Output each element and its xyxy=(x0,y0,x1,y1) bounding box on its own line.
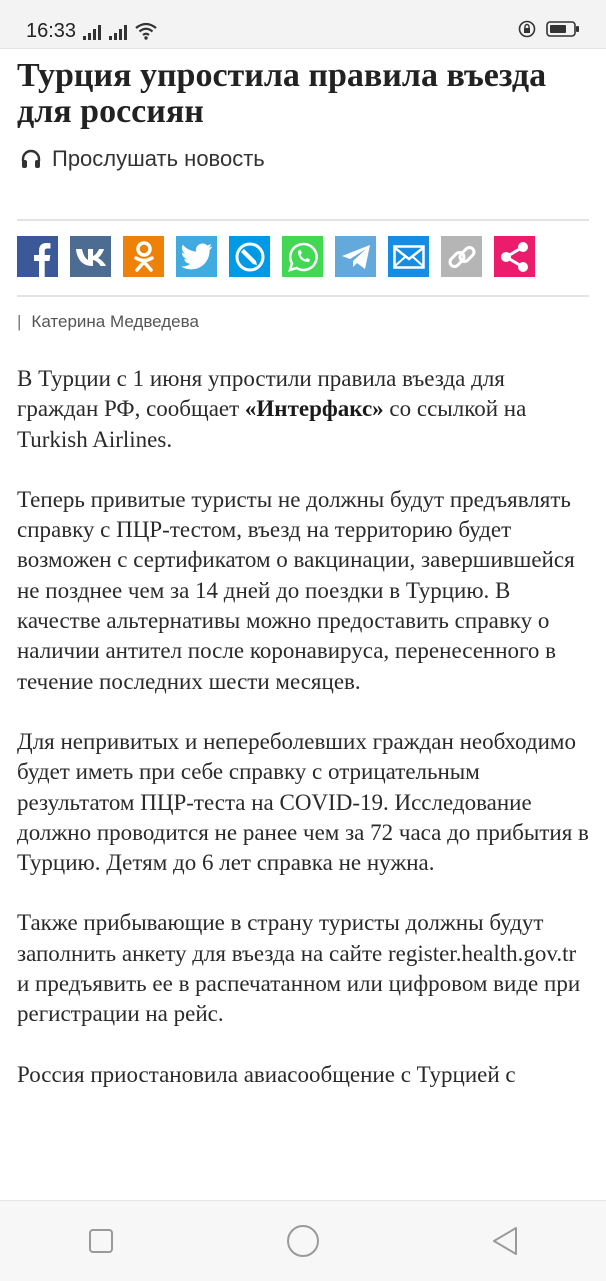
author-separator: | xyxy=(17,312,22,331)
article-paragraph: Россия приостановила авиасообщение с Турцией с xyxy=(17,1061,516,1087)
listen-label: Прослушать новость xyxy=(52,146,265,171)
system-navigation-bar xyxy=(0,1200,606,1281)
share-bar xyxy=(17,236,535,277)
paragraph-text: со ссылкой на Turkish Airlines. xyxy=(17,396,527,452)
wifi-icon xyxy=(135,22,157,40)
author-line xyxy=(17,312,199,332)
article-paragraph xyxy=(17,364,591,455)
livejournal-icon xyxy=(234,241,266,273)
divider xyxy=(17,295,589,297)
source-link-interfax[interactable]: «Интерфакс» xyxy=(244,396,384,422)
divider xyxy=(17,219,589,221)
rotation-lock-icon xyxy=(518,20,536,38)
signal-strength-icon xyxy=(109,24,131,40)
status-time: 16:33 xyxy=(26,20,77,42)
headphones-icon xyxy=(20,148,42,170)
share-email-button[interactable] xyxy=(388,236,429,277)
status-indicators xyxy=(83,20,157,40)
vk-icon xyxy=(74,246,108,268)
home-icon xyxy=(286,1224,320,1258)
telegram-icon xyxy=(340,243,372,271)
article-paragraph: Для непривитых и непереболевших граждан необходимо будет иметь при себе справку с отрицательным результатом ПЦР-теста на COVID-19. Исследование должно проводится не ранее чем за 72 часа до прибытия в Турцию. Детям до 6 лет справка не нужна. xyxy=(17,728,589,876)
back-icon xyxy=(491,1226,519,1256)
status-right-icons xyxy=(518,20,580,38)
share-whatsapp-button[interactable] xyxy=(282,236,323,277)
article-paragraph: Теперь привитые туристы не должны будут предъявлять справку с ПЦР-тестом, въезд на территорию будет возможен с сертификатом о вакцинации, завершившейся не позднее чем за 14 дней до поездки в Турцию. В качестве альтернативы можно предоставить справку о наличии антител после коронавируса, перенесенного в течение последних шести месяцев. xyxy=(17,486,575,694)
recent-apps-icon xyxy=(88,1228,114,1254)
article-paragraph: Также прибывающие в страну туристы должны будут заполнить анкету для въезда на сайте register.health.gov.tr и предъявить ее в распечатанном или цифровом виде при регистрации на рейс. xyxy=(17,910,581,1027)
article-body xyxy=(17,364,591,1120)
recent-apps-button[interactable] xyxy=(71,1211,131,1271)
share-more-button[interactable] xyxy=(494,236,535,277)
odnoklassniki-icon xyxy=(132,240,156,274)
share-facebook-button[interactable] xyxy=(17,236,58,277)
share-telegram-button[interactable] xyxy=(335,236,376,277)
author-name[interactable]: Катерина Медведева xyxy=(31,312,199,331)
share-livejournal-button[interactable] xyxy=(229,236,270,277)
share-icon xyxy=(499,241,531,273)
twitter-icon xyxy=(181,243,213,270)
share-vk-button[interactable] xyxy=(70,236,111,277)
paragraph-text: В Турции с 1 июня упростили правила въезда для граждан РФ, сообщает xyxy=(17,366,505,422)
article-title: Турция упростила правила въезда для россиян xyxy=(17,57,547,130)
status-bar xyxy=(0,0,606,49)
email-icon xyxy=(393,245,425,269)
share-odnoklassniki-button[interactable] xyxy=(123,236,164,277)
copy-link-button[interactable] xyxy=(441,236,482,277)
battery-icon xyxy=(546,20,580,38)
signal-strength-icon xyxy=(83,24,105,40)
copy-link-icon xyxy=(446,241,478,273)
whatsapp-icon xyxy=(287,241,319,273)
share-twitter-button[interactable] xyxy=(176,236,217,277)
home-button[interactable] xyxy=(273,1211,333,1271)
back-button[interactable] xyxy=(475,1211,535,1271)
facebook-icon xyxy=(17,236,58,277)
listen-button[interactable] xyxy=(20,146,265,172)
